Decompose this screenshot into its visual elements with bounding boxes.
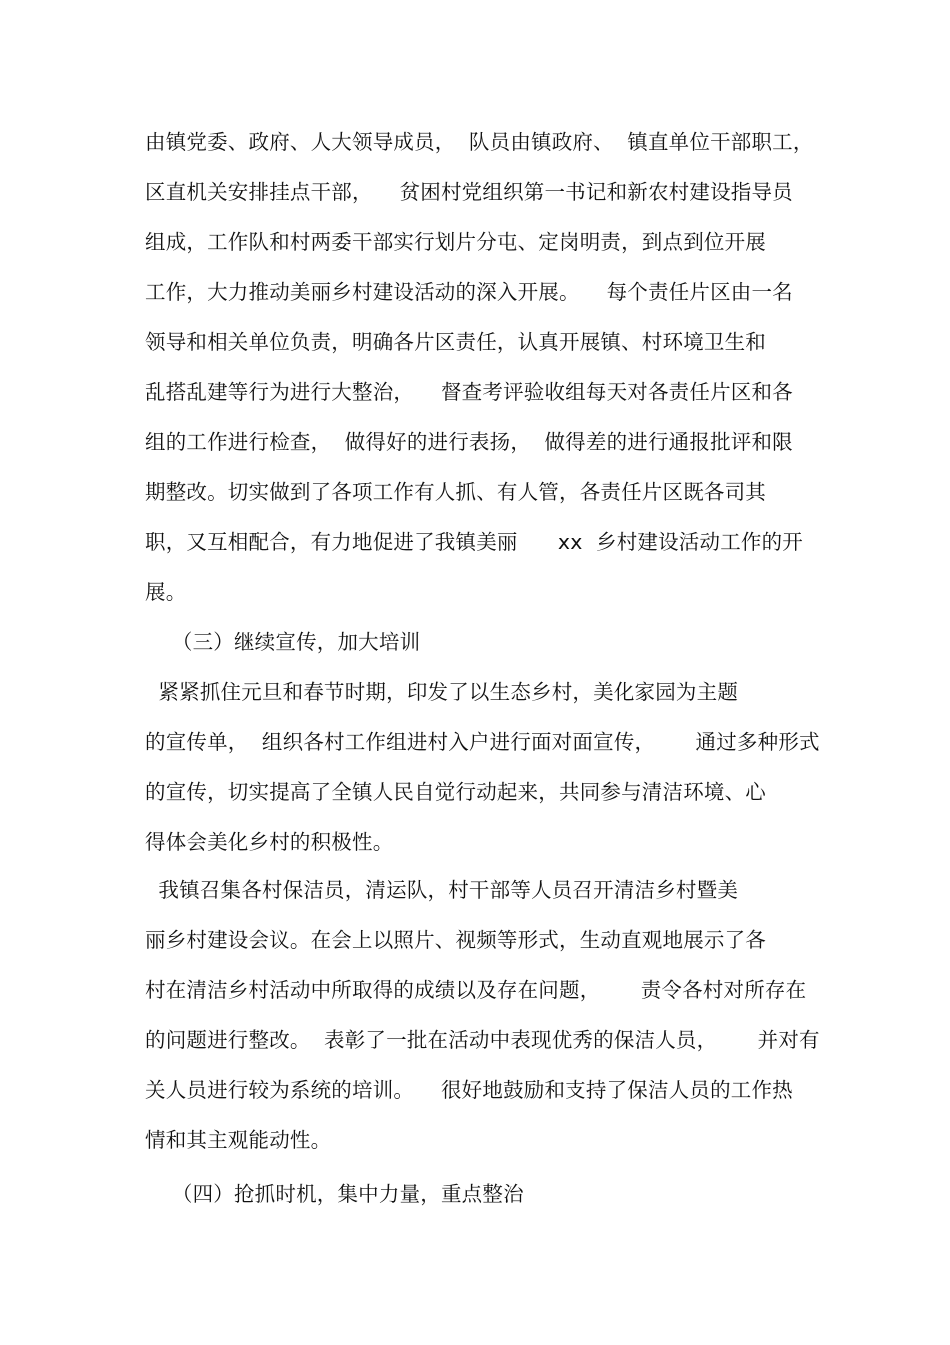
text-line: 乱搭乱建等行为进行大整治， 督查考评验收组每天对各责任片区和各 (145, 380, 793, 404)
text-line: 丽乡村建设会议。在会上以照片、视频等形式，生动直观地展示了各 (145, 928, 766, 952)
text-line: 区直机关安排挂点干部， 贫困村党组织第一书记和新农村建设指导员 (145, 180, 793, 204)
text-line: 的问题进行整改。 表彰了一批在活动中表现优秀的保洁人员， 并对有 (145, 1028, 820, 1052)
text-line: 的宣传单， 组织各村工作组进村入户进行面对面宣传， 通过多种形式 (145, 730, 820, 754)
text-line: 组的工作进行检查， 做得好的进行表扬， 做得差的进行通报批评和限 (145, 430, 793, 454)
text-line: 村在清洁乡村活动中所取得的成绩以及存在问题， 责令各村对所存在 (145, 978, 807, 1002)
text-line: 得体会美化乡村的积极性。 (145, 830, 394, 854)
text-line: 紧紧抓住元旦和春节时期，印发了以生态乡村，美化家园为主题 (145, 680, 739, 704)
section-heading: （三）继续宣传，加大培训 (145, 630, 421, 654)
text-line: 情和其主观能动性。 (145, 1128, 332, 1152)
text-line: 展。 (145, 580, 187, 604)
text-line: 组成，工作队和村两委干部实行划片分屯、定岗明责，到点到位开展 (145, 230, 766, 254)
text-line: 的宣传，切实提高了全镇人民自觉行动起来，共同参与清洁环境、心 (145, 780, 766, 804)
text-line: 职，又互相配合，有力地促进了我镇美丽 xx 乡村建设活动工作的开 (145, 530, 803, 554)
text-line: 工作，大力推动美丽乡村建设活动的深入开展。 每个责任片区由一名 (145, 280, 793, 304)
text-line: 期整改。切实做到了各项工作有人抓、有人管，各责任片区既各司其 (145, 480, 766, 504)
section-heading: （四）抢抓时机，集中力量，重点整治 (145, 1182, 524, 1206)
text-line: 领导和相关单位负责，明确各片区责任，认真开展镇、村环境卫生和 (145, 330, 766, 354)
text-line: 我镇召集各村保洁员，清运队，村干部等人员召开清洁乡村暨美 (145, 878, 739, 902)
text-line: 由镇党委、政府、人大领导成员， 队员由镇政府、 镇直单位干部职工， (145, 130, 814, 154)
text-line: 关人员进行较为系统的培训。 很好地鼓励和支持了保洁人员的工作热 (145, 1078, 793, 1102)
